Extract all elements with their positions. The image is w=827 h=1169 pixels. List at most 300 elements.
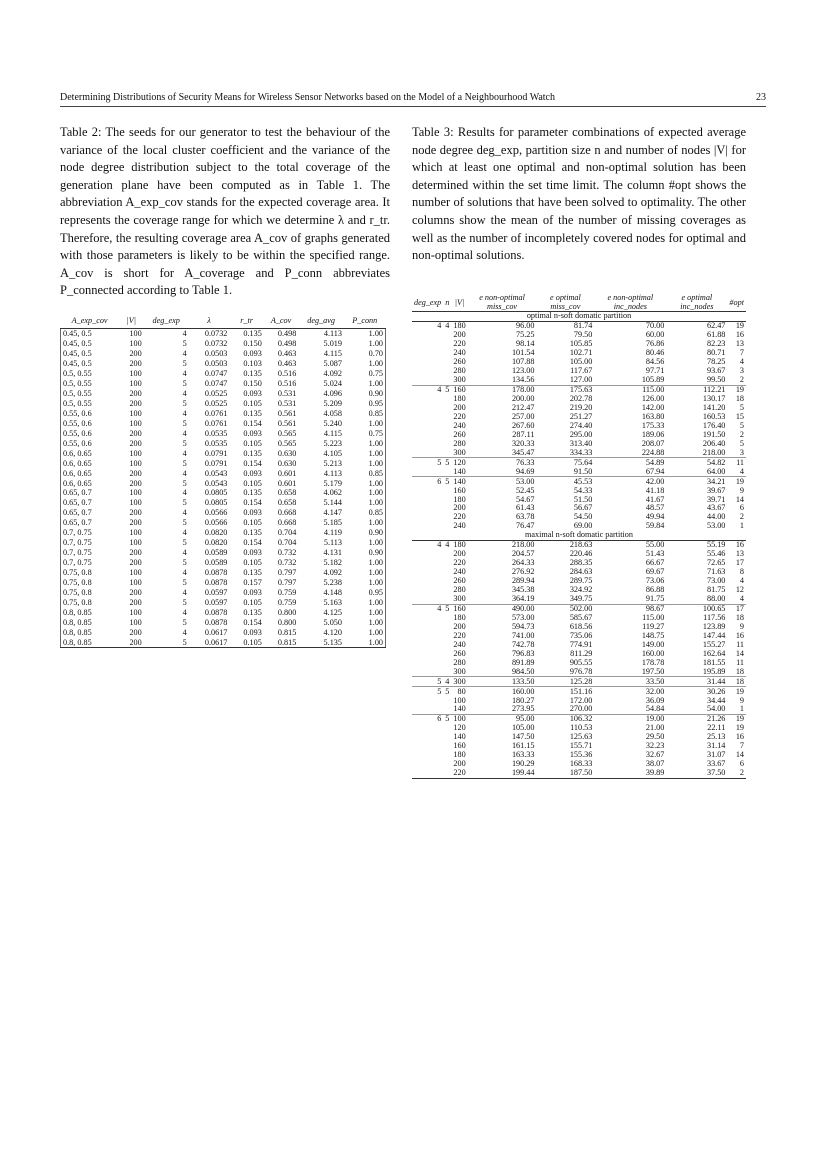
table-cell: 66.67 — [645, 558, 665, 568]
table-cell: 4 — [182, 349, 187, 359]
table-cell — [443, 522, 451, 531]
table-cell: 7 — [739, 741, 744, 751]
table-cell: 0.65, 0.7 — [61, 498, 119, 508]
table3-header-row — [412, 293, 746, 312]
table-cell: 5 — [182, 498, 187, 508]
table-cell: 618.56 — [569, 621, 593, 631]
table-cell: 0.154 — [243, 458, 262, 468]
table-cell: 0.85 — [344, 409, 386, 419]
table-cell: 0.135 — [243, 329, 262, 339]
table-cell: 0.45, 0.5 — [61, 339, 119, 349]
table-cell: 220 — [453, 768, 466, 778]
table-row — [61, 577, 386, 587]
table-cell: 0.759 — [277, 597, 297, 607]
table-cell: 5.179 — [323, 478, 342, 488]
table-cell: 0.0878 — [204, 607, 228, 617]
table-cell: 2 — [739, 512, 744, 522]
table-cell: 0.704 — [277, 528, 297, 538]
table-cell: 4.058 — [323, 408, 342, 418]
table3-col-header: e optimal inc_nodes — [666, 293, 727, 312]
table-cell: 267.60 — [511, 420, 535, 430]
table-cell: 51.50 — [573, 494, 593, 504]
table-cell: 0.70 — [344, 349, 386, 359]
table-cell — [443, 395, 451, 404]
table-cell: 0.0732 — [204, 329, 228, 339]
table-cell: 0.797 — [277, 567, 297, 577]
table-row — [61, 339, 386, 349]
table-row — [61, 448, 386, 458]
table-cell: 105.85 — [569, 339, 593, 349]
table-cell: 0.154 — [243, 418, 262, 428]
table-cell: 1.00 — [344, 379, 386, 389]
table-cell — [412, 376, 443, 385]
table-cell: 0.704 — [277, 538, 297, 548]
table3-col-header: e non-optimal miss_cov — [468, 293, 537, 312]
table-cell: 0.815 — [277, 627, 297, 637]
table-cell: 19 — [735, 723, 744, 733]
table-cell: 5 — [445, 603, 450, 613]
table-cell: 5.163 — [323, 597, 342, 607]
table-cell: 0.95 — [344, 587, 386, 597]
table-cell: 163.80 — [641, 411, 665, 421]
table-cell: 0.0566 — [204, 508, 228, 518]
table-cell: 5 — [412, 687, 443, 696]
table-cell: 5.209 — [323, 399, 342, 409]
table-cell: 0.6, 0.65 — [61, 458, 119, 468]
table-row — [61, 438, 386, 448]
table-row — [412, 430, 746, 439]
table2-col-header: deg_exp — [144, 313, 189, 329]
table-cell: 18 — [727, 677, 746, 687]
table-cell: 260 — [453, 648, 466, 658]
table-cell: 200 — [129, 627, 142, 637]
table-row — [61, 409, 386, 419]
table-cell: 149.00 — [641, 639, 665, 649]
table-cell: 240 — [453, 567, 466, 577]
table-cell — [412, 486, 443, 495]
table-cell — [443, 559, 451, 568]
table-cell: 0.45, 0.5 — [61, 329, 119, 339]
table-cell: 3 — [739, 366, 744, 376]
table-row — [412, 477, 746, 486]
table-cell — [412, 595, 443, 604]
table-cell — [443, 404, 451, 413]
table-cell: 1.00 — [344, 448, 386, 458]
table-cell: 202.78 — [569, 394, 593, 404]
table-cell: 100 — [453, 695, 466, 705]
table-cell: 55.46 — [706, 549, 726, 559]
table-cell — [443, 658, 451, 667]
table-cell: 300 — [453, 676, 466, 686]
table-cell: 0.5, 0.55 — [61, 389, 119, 399]
table-cell: 0.85 — [344, 468, 386, 478]
table-cell: 240 — [453, 348, 466, 358]
table-cell: 1.00 — [344, 458, 386, 468]
table-cell: 55.00 — [645, 540, 665, 550]
table-cell: 0.093 — [243, 468, 262, 478]
table-cell: 0.154 — [243, 617, 262, 627]
table-cell: 334.33 — [569, 447, 593, 457]
table-row — [61, 349, 386, 359]
table-cell: 181.55 — [702, 657, 726, 667]
table-cell — [412, 513, 443, 522]
table2-col-header: P_conn — [344, 313, 386, 329]
table-cell: 984.50 — [511, 666, 535, 676]
table-cell: 11 — [736, 657, 744, 667]
table3-col-header: e optimal miss_cov — [536, 293, 594, 312]
table-cell: 9 — [739, 485, 744, 495]
table-cell: 200.00 — [511, 394, 535, 404]
table-cell: 220 — [453, 512, 466, 522]
table-cell: 5 — [182, 359, 187, 369]
table-cell: 4 — [182, 369, 187, 379]
table-cell: 54.33 — [573, 485, 593, 495]
table-cell: 345.47 — [511, 447, 535, 457]
table-cell: 5.113 — [323, 538, 342, 548]
table-cell: 81.75 — [706, 585, 726, 595]
table-cell: 4.120 — [323, 627, 342, 637]
table-cell: 200 — [129, 548, 142, 558]
table-cell: 21.26 — [666, 714, 727, 723]
table-cell — [443, 705, 451, 714]
table-cell: 5.240 — [323, 418, 342, 428]
table-row — [412, 595, 746, 604]
table-cell: 100 — [129, 448, 142, 458]
table3-col-header: n — [443, 293, 451, 312]
table-cell: 96.00 — [516, 321, 535, 331]
table-cell: 107.88 — [511, 357, 535, 367]
table-cell: 100 — [129, 607, 142, 617]
table-cell: 0.7, 0.75 — [61, 558, 119, 568]
table-cell: 594.73 — [511, 621, 535, 631]
table-cell: 4 — [182, 567, 187, 577]
table-cell: 5.087 — [323, 359, 342, 369]
table-cell: 17 — [727, 604, 746, 613]
table-cell: 0.601 — [277, 468, 297, 478]
table-cell: 0.0597 — [204, 587, 228, 597]
table-cell: 0.732 — [277, 558, 297, 568]
table-cell: 49.94 — [645, 512, 665, 522]
table-row — [61, 627, 386, 637]
table-cell: 0.093 — [243, 428, 262, 438]
table-cell: 0.630 — [277, 448, 297, 458]
table-cell: 4 — [445, 321, 450, 331]
table-cell — [412, 448, 443, 457]
table-cell: 5.238 — [323, 577, 342, 587]
table-cell: 0.0761 — [204, 408, 228, 418]
table-cell: 0.90 — [344, 389, 386, 399]
table-cell: 100 — [129, 339, 142, 349]
table-cell: 82.23 — [706, 339, 726, 349]
table-cell: 54.84 — [645, 704, 665, 714]
table-cell: 1 — [739, 704, 744, 714]
table-cell: 2 — [727, 769, 746, 778]
table-cell — [443, 467, 451, 476]
table-cell: 31.07 — [706, 750, 726, 760]
table-cell — [443, 495, 451, 504]
table-cell: 257.00 — [511, 411, 535, 421]
table-cell: 16 — [735, 630, 744, 640]
table-cell: 195.89 — [702, 666, 726, 676]
table-cell: 1.00 — [344, 488, 386, 498]
table-cell: 100.65 — [666, 604, 727, 613]
table-cell: 5 — [182, 399, 187, 409]
table-row — [61, 399, 386, 409]
table-cell: 14 — [735, 648, 744, 658]
table-cell: 280 — [453, 657, 466, 667]
table3-col-header: deg_exp — [412, 293, 443, 312]
table-row — [412, 486, 746, 495]
table-cell: 106.32 — [536, 714, 594, 723]
table-cell: 364.19 — [511, 594, 535, 604]
table-cell: 4.115 — [323, 349, 342, 359]
table-cell: 110.53 — [570, 723, 593, 733]
table3-col-header: e non-optimal inc_nodes — [594, 293, 666, 312]
table-cell: 41.67 — [645, 494, 665, 504]
table-cell: 796.83 — [511, 648, 535, 658]
table-cell: 69.67 — [645, 567, 665, 577]
table-cell: 0.561 — [277, 418, 297, 428]
table-cell: 14 — [735, 494, 744, 504]
table-cell: 0.150 — [243, 379, 262, 389]
table-cell: 5 — [739, 420, 744, 430]
table-cell: 123.00 — [511, 366, 535, 376]
table-cell: 134.56 — [511, 375, 535, 385]
table-cell: 4 — [412, 385, 443, 394]
table-cell: 0.531 — [277, 389, 297, 399]
table-cell: 120 — [453, 723, 466, 733]
table-cell: 140 — [453, 732, 466, 742]
table-cell — [412, 760, 443, 769]
table-cell: 0.797 — [277, 577, 297, 587]
table-cell: 6 — [412, 714, 443, 723]
table-cell: 0.0617 — [204, 627, 228, 637]
table-cell: 0.0747 — [204, 379, 228, 389]
table-cell: 200 — [129, 468, 142, 478]
table-cell: 2 — [739, 429, 744, 439]
table-cell — [443, 448, 451, 457]
table-cell: 180 — [453, 494, 466, 504]
table-cell: 0.093 — [243, 587, 262, 597]
table-cell — [443, 649, 451, 658]
table-cell: 31.14 — [706, 741, 726, 751]
table-cell: 0.0878 — [204, 577, 228, 587]
table-cell: 180 — [453, 321, 466, 331]
table-row — [412, 458, 746, 467]
table-cell: 200 — [453, 549, 466, 559]
table-cell: 0.55, 0.6 — [61, 428, 119, 438]
table-cell: 1.00 — [344, 418, 386, 428]
table-cell: 208.07 — [641, 438, 665, 448]
table-cell: 5 — [739, 438, 744, 448]
table-cell: 38.07 — [645, 759, 665, 769]
table-cell: 220 — [453, 339, 466, 349]
table-cell: 0.75, 0.8 — [61, 568, 119, 578]
table-cell: 34.44 — [706, 695, 726, 705]
table-cell: 0.105 — [243, 478, 262, 488]
table-cell: 289.75 — [569, 576, 593, 586]
table-cell: 5.213 — [323, 458, 342, 468]
table-cell — [443, 340, 451, 349]
table-cell: 59.84 — [645, 521, 665, 531]
table-cell: 75.64 — [536, 458, 594, 467]
table-cell: 218.00 — [702, 447, 726, 457]
table-cell — [443, 696, 451, 705]
table-cell: 320.33 — [511, 438, 535, 448]
table-cell: 0.154 — [243, 538, 262, 548]
table-cell: 98.14 — [516, 339, 535, 349]
table-cell: 19.00 — [594, 714, 666, 723]
table-cell: 200 — [129, 359, 142, 369]
table-row — [61, 587, 386, 597]
table2 — [60, 313, 386, 648]
table-cell: 95.00 — [468, 714, 537, 723]
table-cell: 0.0589 — [204, 548, 228, 558]
table-cell: 295.00 — [569, 429, 593, 439]
table-cell: 140 — [453, 704, 466, 714]
table-cell: 1 — [739, 521, 744, 531]
table-row — [61, 379, 386, 389]
table-row — [61, 597, 386, 607]
table-cell: 64.00 — [706, 466, 726, 476]
table-cell: 9 — [739, 695, 744, 705]
table-cell: 0.463 — [277, 359, 297, 369]
table-cell — [412, 649, 443, 658]
table-cell: 200 — [129, 389, 142, 399]
table-cell: 21.00 — [645, 723, 665, 733]
table-cell: 4 — [412, 604, 443, 613]
table-cell: 76.33 — [468, 458, 537, 467]
table-cell: 5.135 — [298, 637, 344, 647]
table-cell: 0.0878 — [204, 567, 228, 577]
table-cell: 735.06 — [569, 630, 593, 640]
table-cell: 19 — [735, 321, 744, 331]
table-cell: 273.95 — [511, 704, 535, 714]
table-cell: 199.44 — [468, 769, 537, 778]
table-cell: 61.43 — [516, 503, 535, 513]
section-row — [412, 312, 746, 322]
table-cell: 4.119 — [323, 528, 342, 538]
table-cell: 30.26 — [666, 687, 727, 696]
table-cell: 16 — [735, 540, 744, 550]
table-cell: 240 — [453, 639, 466, 649]
table-cell: 100 — [129, 458, 142, 468]
table-cell: 79.50 — [573, 330, 593, 340]
table-cell: 0.561 — [277, 408, 297, 418]
table-cell: 43.67 — [706, 503, 726, 513]
table-cell: 212.47 — [511, 403, 535, 412]
table-cell: 80.46 — [645, 348, 665, 358]
table-cell: 86.88 — [645, 585, 665, 595]
table-cell: 2 — [739, 375, 744, 385]
table-row — [61, 528, 386, 538]
table-cell: 0.90 — [344, 528, 386, 538]
table-cell: 0.150 — [243, 339, 262, 349]
table-cell: 5.019 — [323, 339, 342, 349]
table-cell — [412, 504, 443, 513]
table-cell: 17 — [735, 558, 744, 568]
table-cell: 39.71 — [706, 494, 726, 504]
table-row — [61, 468, 386, 478]
table-cell: 4 — [739, 576, 744, 586]
table-cell: 112.21 — [666, 385, 727, 394]
table-cell: 100 — [129, 528, 142, 538]
table-cell — [443, 439, 451, 448]
table-cell: 4 — [445, 676, 450, 686]
table-row — [61, 418, 386, 428]
table-cell: 100 — [129, 408, 142, 418]
table-cell: 1.00 — [344, 617, 386, 627]
table-cell: 168.33 — [569, 759, 593, 769]
table-cell: 100 — [129, 379, 142, 389]
table-cell: 0.516 — [277, 379, 297, 389]
table-cell — [412, 742, 443, 751]
table-row — [412, 631, 746, 640]
table-cell: 18 — [735, 394, 744, 404]
table-cell: 73.06 — [645, 576, 665, 586]
table-cell: 189.06 — [641, 429, 665, 439]
table-cell — [412, 705, 443, 714]
table-cell: 0.668 — [277, 508, 297, 518]
table-cell: 0.135 — [243, 567, 262, 577]
table-cell: 33.50 — [594, 677, 666, 687]
table-cell: 0.531 — [277, 399, 297, 409]
table-cell: 3 — [739, 447, 744, 457]
table-cell: 160 — [453, 485, 466, 495]
table-row — [412, 376, 746, 385]
table-cell — [412, 640, 443, 649]
table-cell: 287.11 — [512, 429, 535, 439]
table-row — [61, 617, 386, 627]
table2-col-header: λ — [189, 313, 230, 329]
table-cell: 0.6, 0.65 — [61, 448, 119, 458]
table-cell: 260 — [453, 357, 466, 367]
table-cell: 48.57 — [645, 503, 665, 513]
table2-col-header: |V| — [119, 313, 144, 329]
table-cell: 260 — [453, 576, 466, 586]
table-cell: 148.75 — [641, 630, 665, 640]
table-cell: 0.85 — [344, 508, 386, 518]
table-cell: 200 — [129, 587, 142, 597]
table-cell: 300 — [453, 447, 466, 457]
table-cell: 100 — [129, 567, 142, 577]
table-cell: 5 — [412, 458, 443, 467]
table-cell: 37.50 — [666, 769, 727, 778]
table-cell: 4 — [182, 528, 187, 538]
table-cell: 160.00 — [468, 687, 537, 696]
table-row — [412, 439, 746, 448]
table-cell: 5 — [182, 418, 187, 428]
table-cell: 1.00 — [344, 577, 386, 587]
table-cell: 0.0543 — [204, 478, 228, 488]
table-cell: 80 — [451, 687, 467, 696]
table-cell: 84.56 — [645, 357, 665, 367]
running-header — [60, 92, 766, 107]
table-cell: 280 — [453, 366, 466, 376]
table-cell: 4 — [739, 357, 744, 367]
table-cell: 4 — [182, 428, 187, 438]
table-cell: 274.40 — [569, 420, 593, 430]
table-cell: 4 — [182, 468, 187, 478]
table-cell: 0.5, 0.55 — [61, 379, 119, 389]
table2-col-header: deg_avg — [298, 313, 344, 329]
table-cell: 200 — [129, 428, 142, 438]
table-row — [61, 458, 386, 468]
table-cell: 4.115 — [323, 428, 342, 438]
table-cell: 5.223 — [323, 438, 342, 448]
table-cell — [443, 504, 451, 513]
table-cell: 0.5, 0.55 — [61, 369, 119, 379]
